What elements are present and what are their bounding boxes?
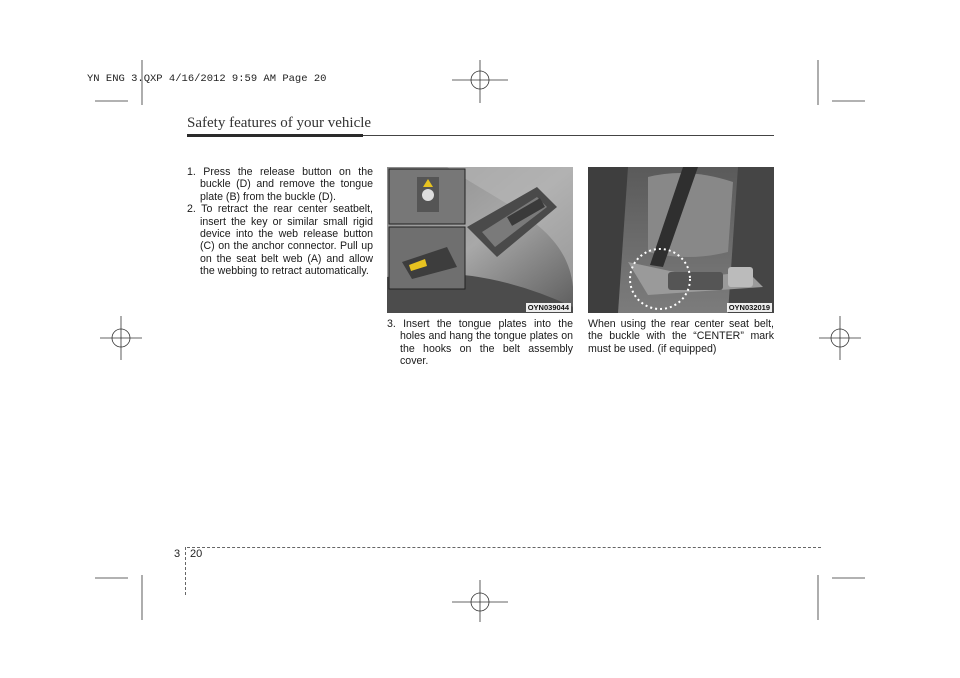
figure-code: OYN039044 [527,303,569,312]
chapter-number: 3 [174,548,181,560]
step-3 [387,318,573,368]
figure-code: OYN032019 [728,303,770,312]
page-number: 20 [190,548,203,560]
figure-belt-cover [387,167,573,313]
title-bar [187,134,363,137]
middle-column-text [387,318,573,368]
step-number: 3. [387,318,396,330]
steps-list [187,166,373,278]
section-title: Safety features of your vehicle [187,115,372,131]
step-number: 2. [187,203,196,216]
step-text: To retract the rear center seatbelt, insert the key or similar small rigid device into the web release button (C) on the anchor connector. Pull up on the seat belt web (A) and allow the webbing to retract automatically. [200,203,373,278]
footer-rule [187,547,821,548]
step-text: Press the release button on the buckle (D) and remove the tongue plate (B) from the buckle (D). [200,166,374,203]
step-text: Insert the tongue plates into the holes and hang the tongue plates on the hooks on the belt assembly cover. [400,318,573,368]
title-rule [363,135,774,136]
left-column [187,166,373,278]
right-column-text: When using the rear center seat belt, the buckle with the “CENTER” mark must be used. (if equipped) [588,318,774,355]
footer-divider [185,547,186,595]
step-2 [187,203,373,277]
print-slug: YN ENG 3.QXP 4/16/2012 9:59 AM Page 20 [87,73,327,85]
step-1 [187,166,373,203]
step-number: 1. [187,166,196,178]
figure-center-buckle [588,167,774,313]
